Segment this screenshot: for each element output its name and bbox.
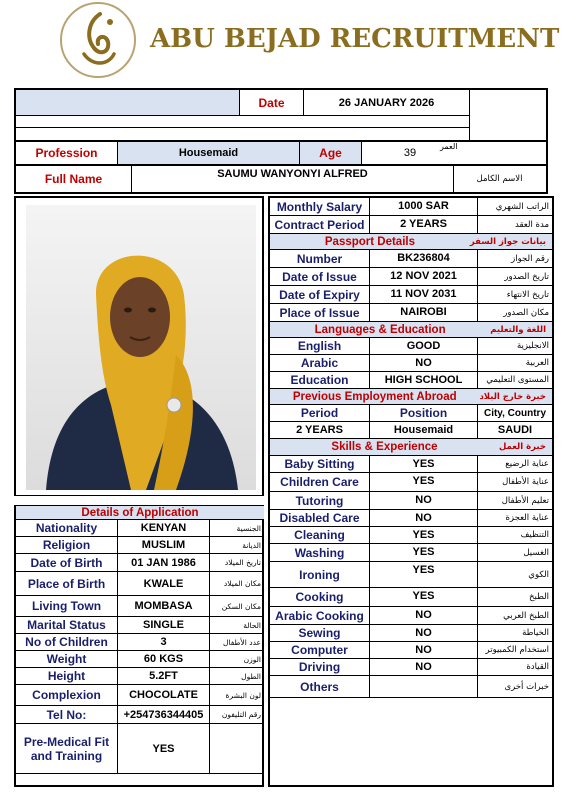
application-7-label: Weight bbox=[16, 651, 118, 668]
employment-header bbox=[270, 389, 552, 405]
skill-9-arabic: الخياطة bbox=[478, 625, 552, 642]
application-1-arabic: الديانة bbox=[210, 537, 264, 554]
language-1-label: Arabic bbox=[270, 355, 370, 372]
salary-1-arabic: مدة العقد bbox=[478, 216, 552, 234]
passport-1-label: Date of Issue bbox=[270, 268, 370, 286]
skill-5-arabic: الغسيل bbox=[478, 544, 552, 562]
skill-2-value: NO bbox=[370, 492, 478, 510]
employment-headers-2: City, Country bbox=[478, 405, 552, 422]
passport-title-arabic: بيانات جواز السفر bbox=[469, 236, 546, 247]
language-2-value: HIGH SCHOOL bbox=[370, 372, 478, 389]
application-9-arabic: لون البشرة bbox=[210, 685, 264, 706]
application-4-value: MOMBASA bbox=[118, 596, 210, 617]
application-3-value: KWALE bbox=[118, 572, 210, 596]
applicant-photo bbox=[26, 205, 256, 490]
skill-5-label: Washing bbox=[270, 544, 370, 562]
employment-headers-1: Position bbox=[370, 405, 478, 422]
application-3-label: Place of Birth bbox=[16, 572, 118, 596]
skill-1-value: YES bbox=[370, 473, 478, 492]
skill-7-label: Cooking bbox=[270, 588, 370, 607]
languages-title: Languages & Education bbox=[314, 323, 446, 336]
language-0-arabic: الانجليزية bbox=[478, 338, 552, 355]
passport-0-label: Number bbox=[270, 250, 370, 268]
profession-label: Profession bbox=[16, 142, 118, 164]
date-label: Date bbox=[240, 90, 304, 116]
skill-8-value: NO bbox=[370, 607, 478, 625]
skill-1-label: Children Care bbox=[270, 473, 370, 492]
application-6-value: 3 bbox=[118, 634, 210, 651]
skill-6-label: Ironing bbox=[270, 562, 370, 588]
logo-emblem-icon bbox=[70, 8, 126, 72]
date-value: 26 JANUARY 2026 bbox=[304, 90, 470, 116]
application-6-label: No of Children bbox=[16, 634, 118, 651]
employment-title: Previous Employment Abroad bbox=[292, 390, 457, 403]
employment-values-2: SAUDI bbox=[478, 422, 552, 439]
passport-3-arabic: مكان الصدور bbox=[478, 304, 552, 322]
application-0-value: KENYAN bbox=[118, 520, 210, 537]
language-0-label: English bbox=[270, 338, 370, 355]
language-2-arabic: المستوى التعليمي bbox=[478, 372, 552, 389]
skill-4-value: YES bbox=[370, 527, 478, 544]
passport-2-value: 11 NOV 2031 bbox=[370, 286, 478, 304]
application-4-arabic: مكان السكن bbox=[210, 596, 264, 617]
passport-header bbox=[270, 234, 552, 250]
skill-11-arabic: القيادة bbox=[478, 659, 552, 676]
fullname-label: Full Name bbox=[16, 166, 132, 192]
application-0-label: Nationality bbox=[16, 520, 118, 537]
application-8-arabic: الطول bbox=[210, 668, 264, 685]
application-5-arabic: الحالة bbox=[210, 617, 264, 634]
skill-0-value: YES bbox=[370, 456, 478, 473]
application-10-label: Tel No: bbox=[16, 706, 118, 724]
profession-value: Housemaid bbox=[118, 142, 300, 164]
skill-7-value: YES bbox=[370, 588, 478, 607]
skill-4-arabic: التنظيف bbox=[478, 527, 552, 544]
employment-title-arabic: خبرة خارج البلاد bbox=[479, 391, 546, 402]
profession-row bbox=[14, 142, 548, 166]
skill-6-value: YES bbox=[370, 562, 478, 588]
language-2-label: Education bbox=[270, 372, 370, 389]
skill-9-value: NO bbox=[370, 625, 478, 642]
skill-0-label: Baby Sitting bbox=[270, 456, 370, 473]
employment-values-0: 2 YEARS bbox=[270, 422, 370, 439]
company-name: ABU BEJAD RECRUITMENT bbox=[150, 24, 560, 54]
skills-title-arabic: خبرة العمل bbox=[498, 442, 546, 452]
passport-title: Passport Details bbox=[324, 235, 415, 248]
skill-11-label: Driving bbox=[270, 659, 370, 676]
application-2-value: 01 JAN 1986 bbox=[118, 554, 210, 572]
application-1-label: Religion bbox=[16, 537, 118, 554]
application-2-label: Date of Birth bbox=[16, 554, 118, 572]
application-header bbox=[16, 506, 264, 520]
skill-12-arabic: خبرات أخرى bbox=[478, 676, 552, 698]
salary-0-arabic: الراتب الشهري bbox=[478, 198, 552, 216]
application-11-arabic bbox=[210, 724, 264, 774]
skill-10-value: NO bbox=[370, 642, 478, 659]
languages-header bbox=[270, 322, 552, 338]
language-0-value: GOOD bbox=[370, 338, 478, 355]
skill-7-arabic: الطبخ bbox=[478, 588, 552, 607]
skill-8-label: Arabic Cooking bbox=[270, 607, 370, 625]
salary-1-label: Contract Period bbox=[270, 216, 370, 234]
employment-headers-0: Period bbox=[270, 405, 370, 422]
skill-4-label: Cleaning bbox=[270, 527, 370, 544]
application-5-value: SINGLE bbox=[118, 617, 210, 634]
application-9-label: Complexion bbox=[16, 685, 118, 706]
application-10-arabic: رقم التليفون bbox=[210, 706, 264, 724]
skills-header bbox=[270, 439, 552, 456]
salary-0-label: Monthly Salary bbox=[270, 198, 370, 216]
age-arabic: العمر bbox=[440, 142, 458, 151]
languages-title-arabic: اللغة والتعليم bbox=[490, 324, 546, 335]
fullname-value: SAUMU WANYONYI ALFRED bbox=[132, 166, 454, 182]
skill-8-arabic: الطبخ العربي bbox=[478, 607, 552, 625]
skill-9-label: Sewing bbox=[270, 625, 370, 642]
application-9-value: CHOCOLATE bbox=[118, 685, 210, 706]
passport-0-value: BK236804 bbox=[370, 250, 478, 268]
application-title: Details of Application bbox=[81, 506, 199, 519]
salary-0-value: 1000 SAR bbox=[370, 198, 478, 216]
age-label: Age bbox=[300, 142, 362, 164]
passport-2-label: Date of Expiry bbox=[270, 286, 370, 304]
age-value: 39 bbox=[403, 147, 417, 159]
passport-3-value: NAIROBI bbox=[370, 304, 478, 322]
passport-1-arabic: تاريخ الصدور bbox=[478, 268, 552, 286]
passport-3-label: Place of Issue bbox=[270, 304, 370, 322]
application-1-value: MUSLIM bbox=[118, 537, 210, 554]
skill-1-arabic: عناية الأطفال bbox=[478, 473, 552, 492]
application-3-arabic: مكان الميلاد bbox=[210, 572, 264, 596]
top-info-block bbox=[14, 88, 548, 142]
application-10-value: +254736344405 bbox=[118, 706, 210, 724]
passport-1-value: 12 NOV 2021 bbox=[370, 268, 478, 286]
application-5-label: Marital Status bbox=[16, 617, 118, 634]
application-8-label: Height bbox=[16, 668, 118, 685]
skill-6-arabic: الكوي bbox=[478, 562, 552, 588]
photo-frame bbox=[14, 196, 264, 496]
skill-2-arabic: تعليم الأطفال bbox=[478, 492, 552, 510]
language-1-value: NO bbox=[370, 355, 478, 372]
skill-2-label: Tutoring bbox=[270, 492, 370, 510]
skill-10-label: Computer bbox=[270, 642, 370, 659]
skill-3-arabic: عناية العجزة bbox=[478, 510, 552, 527]
skill-0-arabic: عناية الرضيع bbox=[478, 456, 552, 473]
application-7-arabic: الوزن bbox=[210, 651, 264, 668]
application-8-value: 5.2FT bbox=[118, 668, 210, 685]
skill-3-value: NO bbox=[370, 510, 478, 527]
passport-0-arabic: رقم الجواز bbox=[478, 250, 552, 268]
employment-values-1: Housemaid bbox=[370, 422, 478, 439]
application-4-label: Living Town bbox=[16, 596, 118, 617]
skill-11-value: NO bbox=[370, 659, 478, 676]
skills-title: Skills & Experience bbox=[331, 441, 438, 453]
application-7-value: 60 KGS bbox=[118, 651, 210, 668]
right-column bbox=[268, 196, 554, 787]
application-11-value: YES bbox=[118, 724, 210, 774]
skill-12-value bbox=[370, 676, 478, 698]
application-6-arabic: عدد الأطفال bbox=[210, 634, 264, 651]
skill-3-label: Disabled Care bbox=[270, 510, 370, 527]
application-2-arabic: تاريخ الميلاد bbox=[210, 554, 264, 572]
salary-1-value: 2 YEARS bbox=[370, 216, 478, 234]
fullname-row bbox=[14, 166, 548, 194]
language-1-arabic: العربية bbox=[478, 355, 552, 372]
passport-2-arabic: تاريخ الانتهاء bbox=[478, 286, 552, 304]
application-11-label: Pre-Medical Fit and Training bbox=[16, 724, 118, 774]
application-0-arabic: الجنسية bbox=[210, 520, 264, 537]
application-section bbox=[14, 505, 264, 787]
fullname-arabic: الاسم الكامل bbox=[476, 174, 523, 184]
skill-5-value: YES bbox=[370, 544, 478, 562]
skill-12-label: Others bbox=[270, 676, 370, 698]
skill-10-arabic: استخدام الكمبيوتر bbox=[478, 642, 552, 659]
